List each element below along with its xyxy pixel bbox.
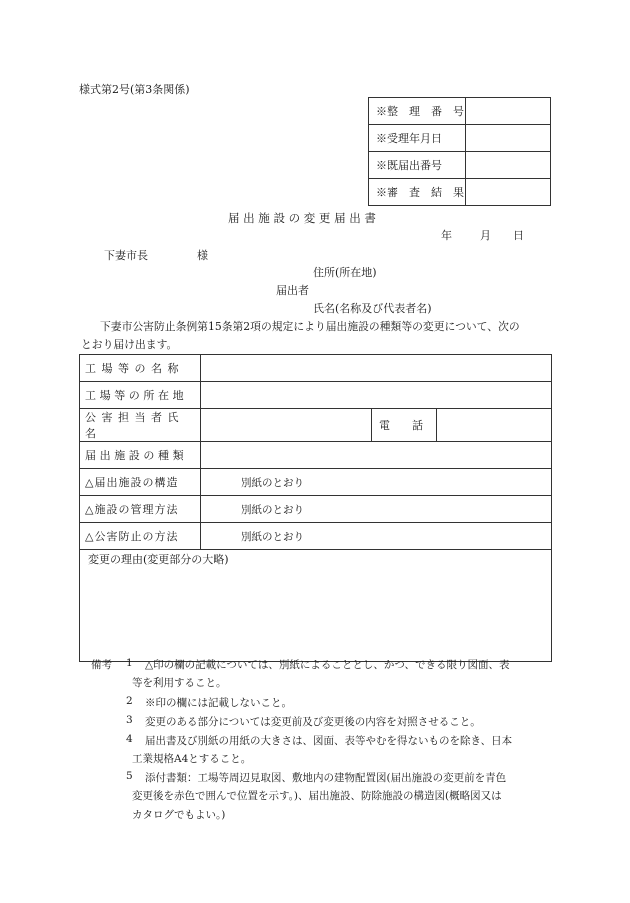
office-value-receipt-date[interactable]	[466, 125, 551, 152]
note-1-line-2: 等を利用すること。	[132, 677, 227, 689]
office-row-review-result	[369, 179, 551, 206]
note-4-line-2: 工業規格A4とすること。	[132, 753, 252, 765]
notes-heading: 備考	[91, 659, 112, 671]
row-reason	[80, 550, 552, 662]
office-label-existing-number: ※既届出番号	[369, 152, 466, 179]
date-day-label: 日	[513, 229, 524, 242]
label-prevention: △公害防止の方法	[80, 523, 201, 550]
form-number: 様式第2号(第3条関係)	[79, 83, 190, 96]
applicant-address-label: 住所(所在地)	[313, 266, 377, 279]
row-factory-name	[80, 355, 552, 382]
note-4-line-1: 届出書及び別紙の用紙の大きさは、図面、表等やむを得ないものを除き、日本	[145, 735, 513, 747]
row-management	[80, 496, 552, 523]
row-officer	[80, 409, 552, 442]
office-row-receipt-date	[369, 125, 551, 152]
field-phone[interactable]	[437, 409, 552, 442]
office-use-box	[368, 97, 551, 206]
note-5-num: 5	[126, 770, 133, 782]
value-prevention[interactable]: 別紙のとおり	[201, 523, 552, 550]
main-form-table	[79, 354, 552, 662]
row-factory-location	[80, 382, 552, 409]
label-reason: 変更の理由(変更部分の大略)	[88, 553, 229, 566]
row-facility-type	[80, 442, 552, 469]
office-label-receipt-date: ※受理年月日	[369, 125, 466, 152]
label-structure: △届出施設の構造	[80, 469, 201, 496]
office-row-existing-number	[369, 152, 551, 179]
field-factory-location[interactable]	[201, 382, 552, 409]
label-factory-name	[85, 360, 200, 376]
field-facility-type[interactable]	[201, 442, 552, 469]
office-value-reference-number[interactable]	[466, 98, 551, 125]
addressee-honorific: 様	[197, 249, 208, 262]
field-officer-name[interactable]	[201, 409, 372, 442]
date-year-label: 年	[441, 229, 452, 242]
note-2-line-1: ※印の欄には記載しないこと。	[145, 697, 292, 709]
row-structure	[80, 469, 552, 496]
label-factory-location: 工場等の所在地	[85, 389, 188, 402]
note-1-num: 1	[126, 657, 133, 669]
intro-line-2: とおり届け出ます。	[81, 338, 178, 351]
note-3-line-1: 変更のある部分については変更前及び変更後の内容を対照させること。	[145, 716, 481, 728]
addressee-name: 下妻市長	[104, 249, 148, 262]
office-value-review-result[interactable]	[466, 179, 551, 206]
page-title: 届 出 施 設 の 変 更 届 出 書	[228, 211, 376, 225]
note-5-line-2: 変更後を赤色で囲んで位置を示す。)、届出施設、防除施設の構造図(概略図又は	[132, 790, 502, 802]
note-5-line-3: カタログでもよい。)	[132, 809, 226, 821]
applicant-name-label: 氏名(名称及び代表者名)	[313, 302, 432, 315]
intro-line-1: 下妻市公害防止条例第15条第2項の規定により届出施設の種類等の変更について、次の	[100, 320, 520, 333]
note-5-line-1: 添付書類：工場等周辺見取図、敷地内の建物配置図(届出施設の変更前を青色	[145, 772, 507, 784]
note-2-num: 2	[126, 695, 133, 707]
label-officer-name: 公害担当者氏名	[85, 411, 184, 440]
note-1-line-1: △印の欄の記載については、別紙によることとし、かつ、できる限り図面、表	[145, 659, 510, 671]
label-phone: 電 話	[372, 409, 437, 442]
field-factory-name[interactable]	[201, 355, 552, 382]
value-management[interactable]: 別紙のとおり	[201, 496, 552, 523]
value-structure[interactable]: 別紙のとおり	[201, 469, 552, 496]
date-month-label: 月	[480, 229, 491, 242]
office-label-reference-number: ※整 理 番 号	[369, 98, 466, 125]
row-prevention	[80, 523, 552, 550]
label-factory-name-text: 工場等の名称	[85, 362, 184, 375]
office-value-existing-number[interactable]	[466, 152, 551, 179]
label-management: △施設の管理方法	[80, 496, 201, 523]
note-3-num: 3	[126, 714, 133, 726]
label-facility-type: 届出施設の種類	[85, 449, 188, 462]
applicant-role-label: 届出者	[276, 284, 309, 297]
office-row-reference-number	[369, 98, 551, 125]
note-4-num: 4	[126, 733, 133, 745]
office-label-review-result: ※審 査 結 果	[369, 179, 466, 206]
